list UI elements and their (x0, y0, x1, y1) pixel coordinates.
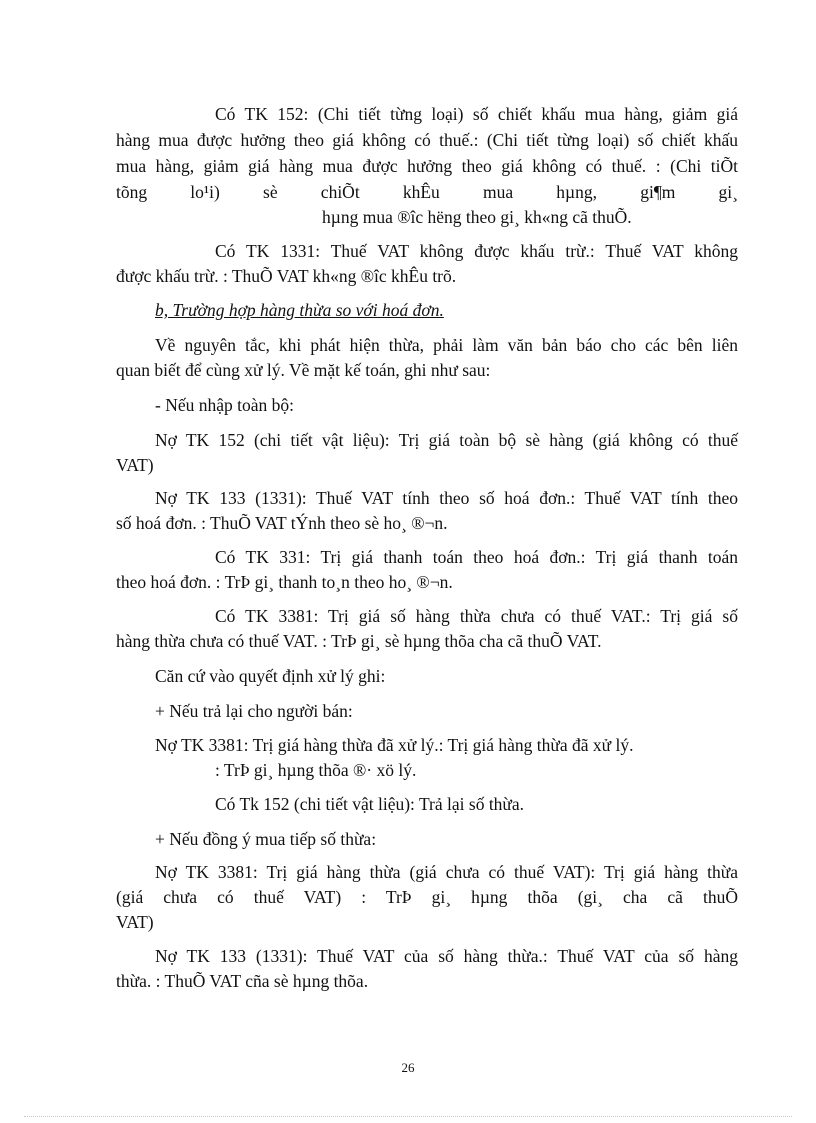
text-line: Có TK 1331: Thuế VAT không được khấu trừ.: Thuế VAT không (215, 241, 738, 261)
text-line: Nợ TK 152 (chi tiết vật liệu): Trị giá toàn bộ sè hàng (giá không có thuế (155, 430, 738, 450)
page-number: 26 (401, 1060, 415, 1075)
text-line: Có Tk 152 (chi tiết vật liệu): Trả lại số thừa. (215, 794, 525, 814)
text-line: : TrÞ gi¸ hµng thõa ®· xö lý. (215, 760, 417, 780)
text-line: Về nguyên tắc, khi phát hiện thừa, phải làm văn bản báo cho các bên liên (155, 335, 738, 355)
text-line: hàng thừa chưa có thuế VAT. : TrÞ gi¸ sè hµng thõa cha cã thuÕ VAT. (116, 631, 602, 651)
text-line: quan biết để cùng xử lý. Về mặt kế toán, ghi như sau: (116, 360, 491, 380)
section-heading: b, Trường hợp hàng thừa so với hoá đơn. (155, 300, 444, 320)
text-line: mua hàng, giảm giá hàng mua được hưởng theo giá không có thuế. : (Chi tiÕt (116, 156, 738, 176)
text-line: VAT) (116, 912, 154, 932)
text-line: (giá chưa có thuế VAT) : TrÞ gi¸ hµng thõa (gi¸ cha cã thuÕ (116, 887, 738, 907)
text-line: thừa. : ThuÕ VAT cña sè hµng thõa. (116, 971, 369, 991)
text-line: số hoá đơn. : ThuÕ VAT tÝnh theo sè ho¸ ®¬n. (116, 513, 448, 533)
text-line: Căn cứ vào quyết định xử lý ghi: (155, 666, 386, 686)
text-line: Có TK 331: Trị giá thanh toán theo hoá đơn.: Trị giá thanh toán (215, 547, 738, 567)
text-line: Có TK 3381: Trị giá số hàng thừa chưa có thuế VAT.: Trị giá số (215, 606, 738, 626)
text-line: + Nếu trả lại cho người bán: (155, 701, 353, 721)
text-line: Nợ TK 3381: Trị giá hàng thừa (giá chưa có thuế VAT): Trị giá hàng thừa (155, 862, 738, 882)
text-line: theo hoá đơn. : TrÞ gi¸ thanh to¸n theo ho¸ ®¬n. (116, 572, 453, 592)
text-line: VAT) (116, 455, 154, 475)
text-line: + Nếu đồng ý mua tiếp số thừa: (155, 829, 377, 849)
text-line: tõng lo¹i) sè chiÕt khÊu mua hµng, gi¶m gi¸ (116, 182, 738, 202)
page-bottom-divider (24, 1116, 792, 1117)
text-line: hµng mua ®îc hëng theo gi¸ kh«ng cã thuÕ. (322, 207, 632, 227)
text-line: Nợ TK 3381: Trị giá hàng thừa đã xử lý.: Trị giá hàng thừa đã xử lý. (155, 735, 634, 755)
text-line: Nợ TK 133 (1331): Thuế VAT của số hàng thừa.: Thuế VAT của số hàng (155, 946, 738, 966)
text-line: Có TK 152: (Chi tiết từng loại) số chiết khấu mua hàng, giảm giá (215, 104, 738, 124)
text-line: - Nếu nhập toàn bộ: (155, 395, 294, 415)
text-line: hàng mua được hưởng theo giá không có thuế.: (Chi tiết từng loại) số chiết khấu (116, 130, 738, 150)
text-line: Nợ TK 133 (1331): Thuế VAT tính theo số hoá đơn.: Thuế VAT tính theo (155, 488, 738, 508)
text-line: được khấu trừ. : ThuÕ VAT kh«ng ®îc khÊu trõ. (116, 266, 457, 286)
